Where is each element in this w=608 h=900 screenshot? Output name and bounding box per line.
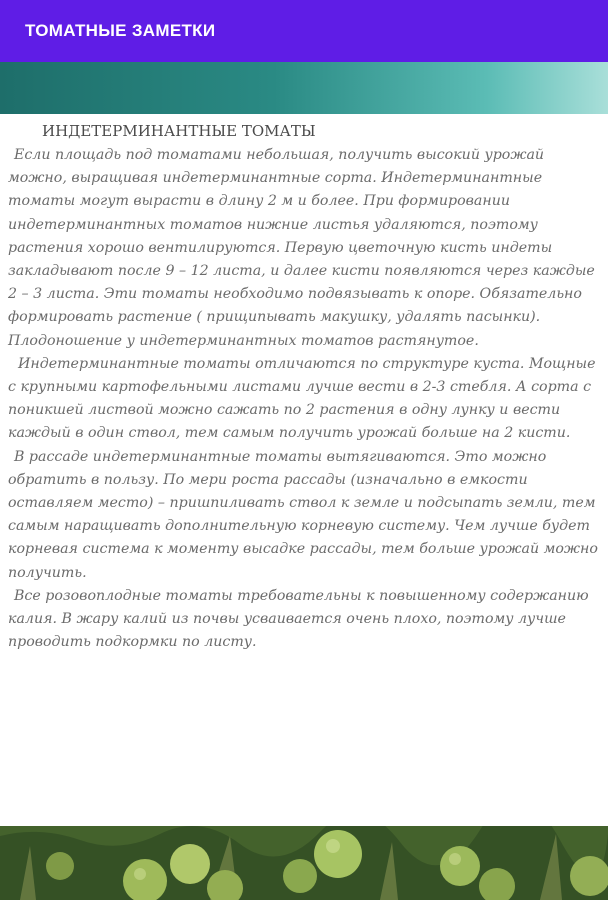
tomato-photo-illustration	[0, 826, 608, 900]
article-title: ИНДЕТЕРМИНАНТНЫЕ ТОМАТЫ	[42, 122, 316, 140]
app-bar	[0, 0, 608, 62]
article-content	[8, 122, 604, 654]
article-paragraph: Все розовоплодные томаты требовательны к повышенному содержанию калия. В жару калий из почвы усваивается очень плохо, поэтому лучше проводить подкормки по листу.	[8, 587, 589, 651]
tomato-plants-photo	[0, 826, 608, 900]
header-banner-image	[0, 62, 608, 114]
article-paragraph: Индетерминантные томаты отличаются по структуре куста. Мощные с крупными картофельными листами лучше вести в 2-3 стебля. А сорта с поникшей листвой можно сажать по 2 растения в одну лунку и вести каждый в один ствол, тем самым получить урожай больше на 2 кисти.	[8, 355, 596, 442]
app-title: ТОМАТНЫЕ ЗАМЕТКИ	[25, 21, 216, 40]
article-paragraph: В рассаде индетерминантные томаты вытягиваются. Это можно обратить в пользу. По мери роста рассады (изначально в емкости оставляем место) – пришпиливать ствол к земле и подсыпать земли, тем самым наращивать дополнительную корневую систему. Чем лучше будет корневая система к моменту высадке рассады, тем больше урожай можно получить.	[8, 448, 598, 581]
article-paragraph: Если площадь под томатами небольшая, получить высокий урожай можно, выращивая индетерминантные сорта. Индетерминантные томаты могут вырасти в длину 2 м и более. При формировании индетерминантных томатов нижние листья удаляются, поэтому растения хорошо вентилируются. Первую цветочную кисть индеты закладывают после 9 – 12 листа, и далее кисти появляются через каждые 2 – 3 листа. Эти томаты необходимо подвязывать к опоре. Обязательно формировать растение ( прищипывать макушку, удалять пасынки). Плодоношение у индетерминантных томатов растянутое.	[8, 147, 595, 349]
